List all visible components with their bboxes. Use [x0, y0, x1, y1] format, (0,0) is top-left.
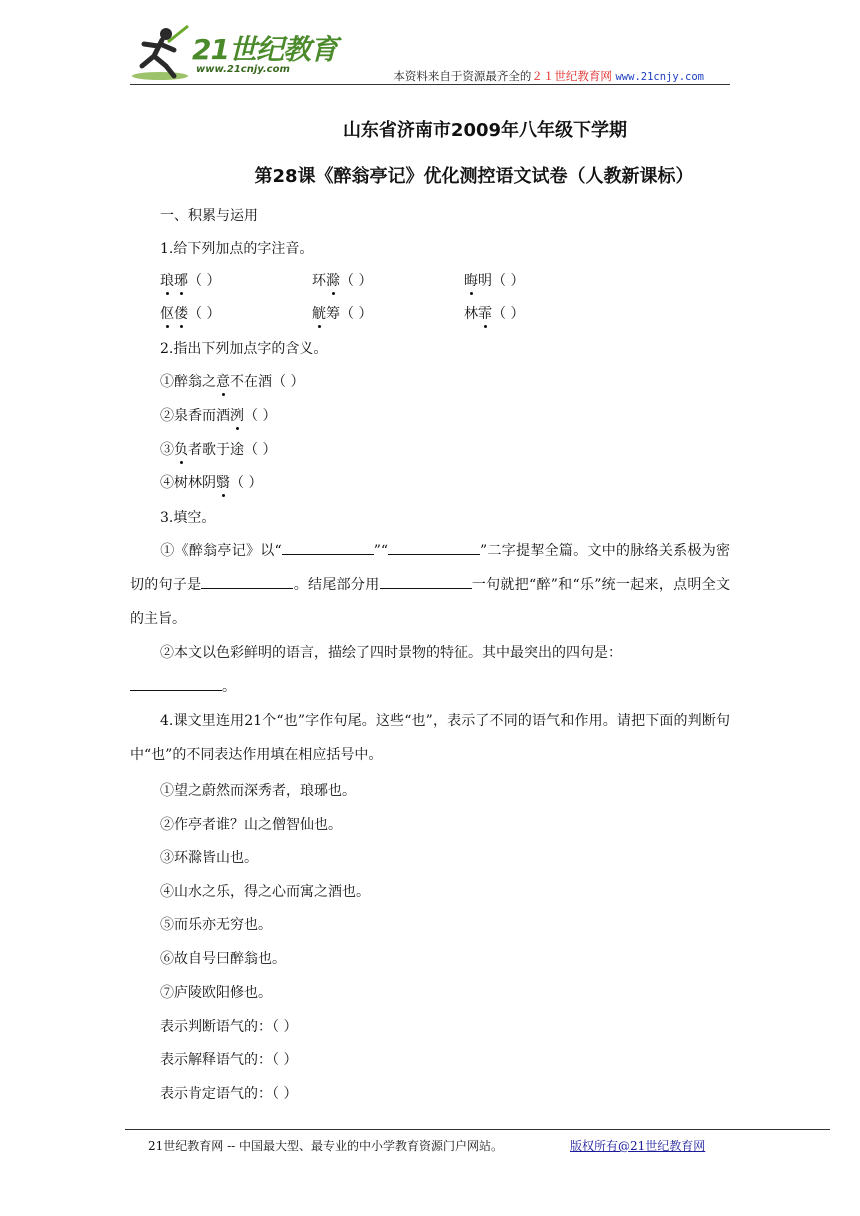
- logo-url: www.21cnjy.com: [196, 64, 290, 75]
- plain-char: 林: [464, 306, 478, 322]
- dotted-char: 霏: [478, 306, 492, 322]
- dotted-char: 琊: [174, 273, 188, 289]
- q3-paragraph-2: [130, 636, 730, 704]
- q3-text: 。结尾部分用: [293, 577, 380, 593]
- dotted-char: 滁: [326, 273, 340, 289]
- q2-text: 不在酒（ ）: [230, 374, 305, 390]
- q3-text: ”二字提挈全篇。文中的脉络关系极为密切的句子是: [130, 543, 730, 593]
- q4-sentence: ①望之蔚然而深秀者，琅琊也。: [160, 783, 356, 799]
- header-brand-link[interactable]: ２１世纪教育网: [531, 69, 612, 83]
- q2-item: [160, 405, 276, 425]
- fill-blank[interactable]: [130, 676, 222, 691]
- q3-text: ”“: [373, 543, 389, 559]
- footer-divider: [125, 1129, 830, 1130]
- q2-text: （ ）: [230, 475, 263, 491]
- q2-item: [160, 371, 304, 391]
- dotted-char: 意: [216, 374, 230, 390]
- q1-item: [312, 270, 372, 290]
- header-divider: [130, 84, 730, 85]
- fill-blank[interactable]: [282, 540, 374, 555]
- fill-blank[interactable]: [201, 574, 293, 589]
- q2-text: （ ）: [244, 408, 277, 424]
- dotted-char: 负: [174, 442, 188, 458]
- dotted-char: 伛: [160, 306, 174, 322]
- plain-char: 明: [478, 273, 492, 289]
- dotted-char: 觥: [312, 306, 326, 322]
- answer-blank: （ ）: [188, 306, 221, 322]
- plain-char: 环: [312, 273, 326, 289]
- q1-item: [160, 303, 220, 323]
- runner-logo-icon: [130, 22, 194, 84]
- doc-title-line1: 山东省济南市2009年八年级下学期: [342, 120, 628, 141]
- q4-answer-line: 表示肯定语气的：（ ）: [160, 1086, 298, 1102]
- q1-item: [312, 303, 372, 323]
- q2-item: [160, 439, 276, 459]
- answer-blank: （ ）: [492, 306, 525, 322]
- header-note: [393, 68, 704, 84]
- header-url-link[interactable]: www.21cnjy.com: [615, 71, 704, 83]
- dotted-char: 晦: [464, 273, 478, 289]
- q4-sentence: ②作亭者谁？山之僧智仙也。: [160, 817, 342, 833]
- site-logo[interactable]: [130, 22, 360, 84]
- q4-sentence: ⑥故自号曰醉翁也。: [160, 951, 286, 967]
- answer-blank: （ ）: [188, 273, 221, 289]
- q4-sentence: ③环滁皆山也。: [160, 850, 258, 866]
- q1-prompt: 1.给下列加点的字注音。: [160, 241, 314, 257]
- answer-blank: （ ）: [340, 273, 373, 289]
- q4-sentence: ④山水之乐，得之心而寓之酒也。: [160, 884, 370, 900]
- answer-blank: （ ）: [492, 273, 525, 289]
- q2-prompt: 2.指出下列加点字的含义。: [160, 341, 328, 357]
- q3-text: 一句就把“醉”和“乐”统一起来，点明全文的主旨。: [130, 577, 731, 627]
- dotted-char: 翳: [216, 475, 230, 491]
- fill-blank[interactable]: [380, 574, 472, 589]
- q2-item: [160, 472, 262, 492]
- q2-text: ④树林阴: [160, 475, 216, 491]
- q1-item: [160, 270, 220, 290]
- q3-text: ②本文以色彩鲜明的语言，描绘了四时景物的特征。其中最突出的四句是：: [160, 645, 622, 661]
- q3-text: ①《醉翁亭记》以“: [160, 543, 282, 559]
- footer-copyright-link[interactable]: 版权所有@21世纪教育网: [570, 1139, 706, 1153]
- dotted-char: 琅: [160, 273, 174, 289]
- q2-text: 者歌于途（ ）: [188, 442, 277, 458]
- logo-text: 21世纪教育: [192, 33, 337, 66]
- q4-sentence: ⑤而乐亦无穷也。: [160, 917, 272, 933]
- dotted-char: 偻: [174, 306, 188, 322]
- q2-text: ③: [160, 442, 174, 458]
- footer-text: 21世纪教育网 -- 中国最大型、最专业的中小学教育资源门户网站。: [148, 1139, 504, 1153]
- q4-answer-line: 表示判断语气的：（ ）: [160, 1019, 298, 1035]
- dotted-char: 洌: [230, 408, 244, 424]
- plain-char: 筹: [326, 306, 340, 322]
- q4-answer-line: 表示解释语气的：（ ）: [160, 1052, 298, 1068]
- q3-paragraph-1: [130, 534, 730, 636]
- answer-blank: （ ）: [340, 306, 373, 322]
- page-header: [130, 22, 730, 86]
- q3-prompt: 3.填空。: [160, 510, 216, 526]
- q1-item: [464, 303, 524, 323]
- q2-text: ②泉香而酒: [160, 408, 230, 424]
- q4-sentence: ⑦庐陵欧阳修也。: [160, 985, 272, 1001]
- q4-prompt: [130, 704, 730, 772]
- header-note-prefix: 本资料来自于资源最齐全的: [393, 69, 532, 83]
- section-heading: 一、积累与运用: [160, 208, 258, 224]
- q1-item: [464, 270, 524, 290]
- q3-text: 。: [222, 679, 236, 695]
- doc-title-line2: 第28课《醉翁亭记》优化测控语文试卷（人教新课标）: [254, 166, 694, 187]
- fill-blank[interactable]: [388, 540, 480, 555]
- q4-prompt-text: 4.课文里连用21个“也”字作句尾。这些“也”，表示了不同的语气和作用。请把下面的判断句中“也”的不同表达作用填在相应括号中。: [130, 713, 730, 763]
- q2-text: ①醉翁之: [160, 374, 216, 390]
